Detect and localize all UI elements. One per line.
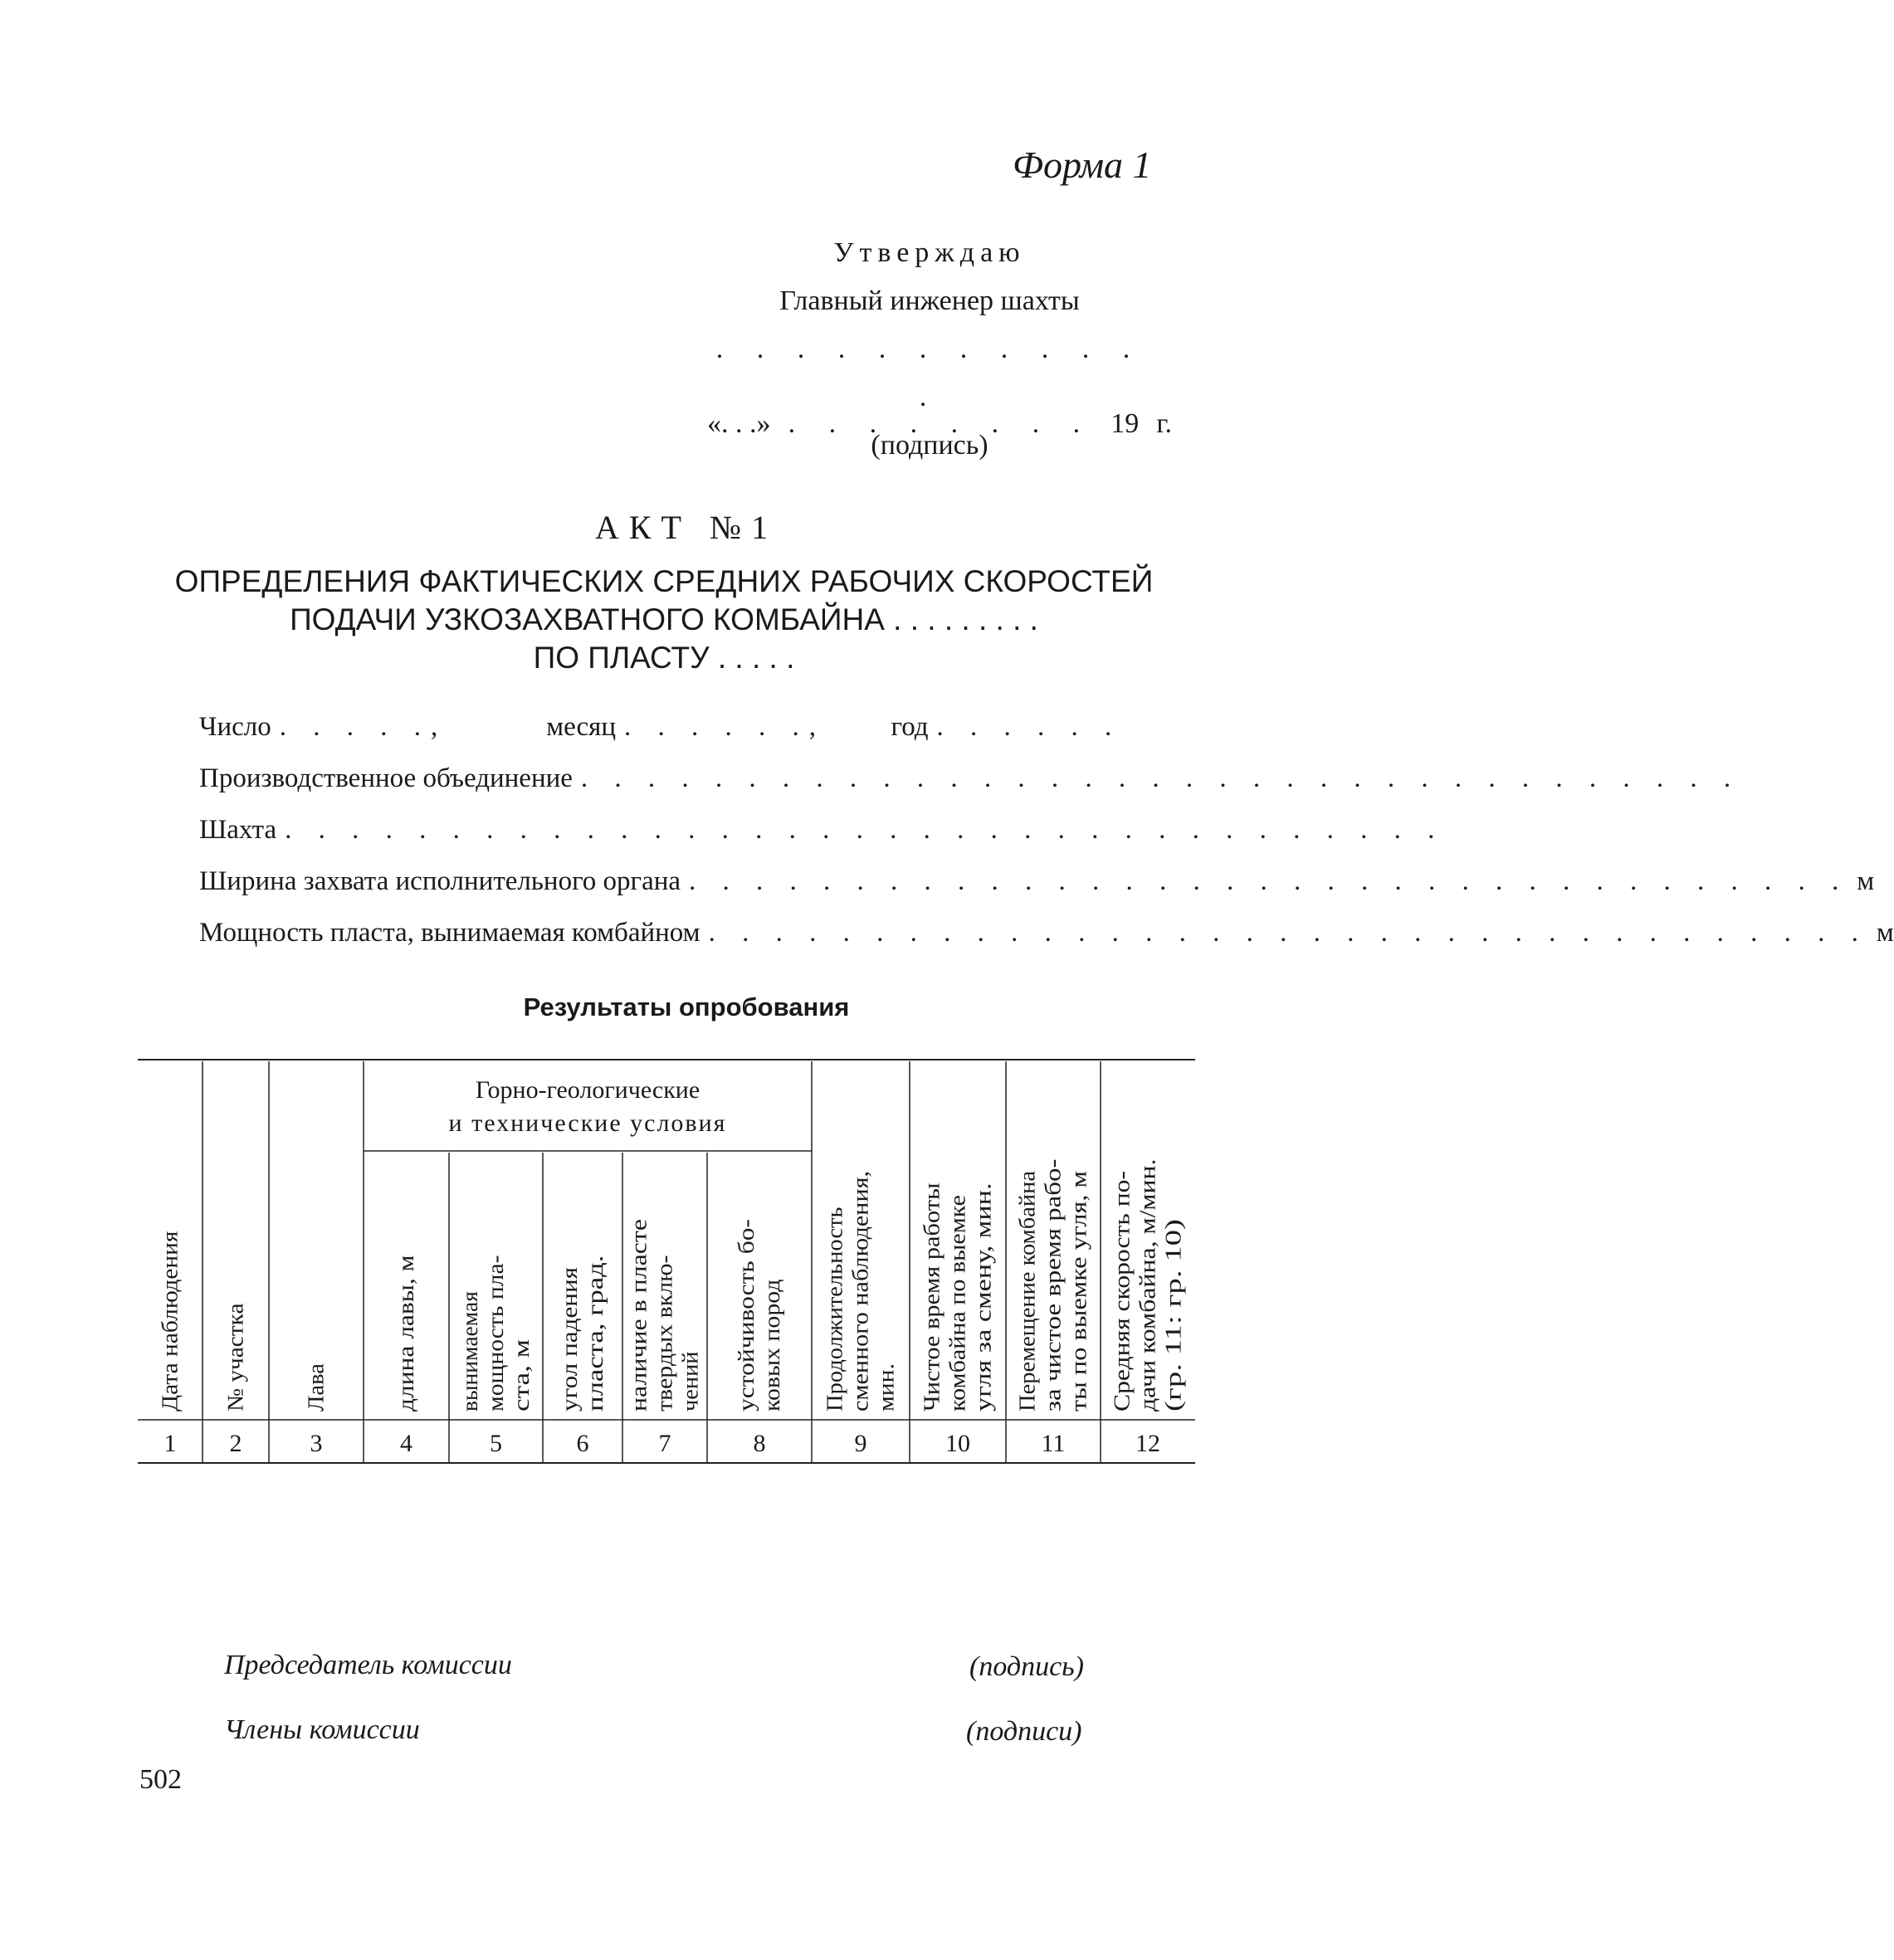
- act-heading-line-1: ОПРЕДЕЛЕНИЯ ФАКТИЧЕСКИХ СРЕДНИХ РАБОЧИХ СКОРОСТЕЙ: [174, 564, 1154, 598]
- column-header-text: угол падения: [557, 1286, 583, 1411]
- column-header-text: за чистое время рабо-: [1040, 1204, 1066, 1411]
- act-heading: [124, 563, 1203, 677]
- day-label: Число: [199, 712, 271, 742]
- column-number: 2: [229, 1430, 242, 1457]
- year-dots: . . . . . .: [936, 712, 1122, 742]
- column-header-text: мин.: [873, 1368, 899, 1411]
- column-header-text: дачи комбайна, м/мин.: [1135, 1197, 1160, 1411]
- group-header-line-1: Горно-геологические: [475, 1076, 700, 1104]
- signature-dots: . . . . . . . . . . . .: [715, 334, 1144, 412]
- column-header-text: Дата наблюдения: [157, 1246, 183, 1411]
- field-dots: . . . . . . . . . . . . . . . . . . . . . . . . . . . . . . . . . . .: [689, 866, 1849, 896]
- column-number: 5: [490, 1430, 502, 1457]
- column-header-text: Перемещение комбайна: [1014, 1183, 1040, 1411]
- field-label: Шахта: [199, 815, 277, 845]
- field-row: [199, 815, 1445, 866]
- column-header-text: Лава: [303, 1366, 329, 1411]
- field-label: Ширина захвата исполнительного органа: [199, 866, 681, 896]
- column-header-text: Чистое время работы: [919, 1208, 945, 1411]
- column-number: 4: [400, 1430, 412, 1457]
- act-heading-line-2: ПОДАЧИ УЗКОЗАХВАТНОГО КОМБАЙНА . . . . . . . . .: [290, 602, 1038, 636]
- fields-block: [199, 712, 1894, 969]
- approval-date-line: [707, 408, 1172, 440]
- field-row: [199, 866, 1875, 918]
- field-dots: . . . . . . . . . . . . . . . . . . . . . . . . . . . . . . . . . . .: [708, 918, 1868, 948]
- column-number: 10: [945, 1430, 970, 1457]
- column-header-text: наличие в пласте: [626, 1248, 652, 1411]
- results-table-svg: [138, 1058, 1195, 1465]
- column-number: 1: [164, 1430, 177, 1457]
- column-header-text: вынимаемая: [457, 1294, 483, 1411]
- column-header-text: длина лавы, м: [393, 1277, 419, 1411]
- field-row: [199, 763, 1741, 815]
- date-quote: «. . .»: [707, 408, 771, 439]
- column-header-text: устойчивость бо-: [734, 1246, 759, 1411]
- field-dots: . . . . . . . . . . . . . . . . . . . . . . . . . . . . . . . . . . .: [580, 763, 1741, 793]
- column-header-text: мощность пла-: [483, 1269, 509, 1411]
- field-dots: . . . . . . . . . . . . . . . . . . . . . . . . . . . . . . . . . . .: [285, 815, 1445, 845]
- date-dots: . . . . . . . .: [788, 408, 1094, 439]
- date-field-row: [199, 712, 1203, 763]
- year-suffix: г.: [1156, 408, 1172, 439]
- column-number: 7: [658, 1430, 671, 1457]
- column-header-text: пласта, град.: [583, 1290, 608, 1411]
- column-header-text: ковых пород: [759, 1291, 785, 1411]
- column-number: 8: [753, 1430, 766, 1457]
- results-table: [138, 1058, 1195, 1465]
- field-label: Производственное объединение: [199, 763, 573, 793]
- column-number: 6: [576, 1430, 589, 1457]
- approval-position: Главный инженер шахты: [779, 285, 1080, 316]
- signature-caption: (подпись): [871, 430, 988, 461]
- column-header-text: ста, м: [509, 1356, 535, 1411]
- column-number: 9: [854, 1430, 867, 1457]
- field-label: Мощность пласта, вынимаемая комбайном: [199, 918, 700, 948]
- month-label: месяц: [546, 712, 617, 742]
- approval-word: Утверждаю: [833, 237, 1026, 268]
- column-header-text: чений: [677, 1354, 703, 1411]
- group-header-line-2: и технические условия: [448, 1109, 727, 1137]
- column-header-text: твердых вклю-: [652, 1270, 677, 1411]
- column-header-text: Продолжительность: [822, 1217, 847, 1411]
- column-number: 11: [1041, 1430, 1066, 1457]
- column-header-text: угля за смену, мин.: [970, 1231, 996, 1411]
- members-label: Члены комиссии: [224, 1714, 420, 1745]
- field-row: [199, 918, 1894, 969]
- column-header-text: № участка: [222, 1311, 248, 1411]
- chairman-label: Председатель комиссии: [224, 1650, 512, 1680]
- members-signature: (подписи): [966, 1716, 1082, 1747]
- chairman-signature: (подпись): [969, 1651, 1084, 1682]
- field-unit: м: [1857, 866, 1875, 896]
- act-title: АКТ №1: [594, 509, 779, 546]
- column-header-text: сменного наблюдения,: [847, 1196, 873, 1411]
- act-heading-line-3: ПО ПЛАСТУ . . . . .: [533, 641, 795, 675]
- column-header-text: комбайна по выемке: [945, 1216, 970, 1411]
- page-number: 502: [139, 1764, 182, 1795]
- column-header-text: (гр. 11: гр. 10): [1160, 1277, 1186, 1411]
- year-label: год: [891, 712, 929, 742]
- month-dots: . . . . . .,: [624, 712, 827, 742]
- column-header-text: ты по выемке угля, м: [1066, 1210, 1091, 1411]
- column-header-text: Средняя скорость по-: [1109, 1206, 1135, 1411]
- form-label: Форма 1: [1013, 144, 1152, 186]
- column-number: 12: [1135, 1430, 1160, 1457]
- results-title: Результаты опробования: [523, 992, 850, 1021]
- year-prefix: 19: [1111, 408, 1140, 439]
- column-number: 3: [310, 1430, 323, 1457]
- day-dots: . . . . .,: [279, 712, 448, 742]
- field-unit: м: [1876, 918, 1894, 948]
